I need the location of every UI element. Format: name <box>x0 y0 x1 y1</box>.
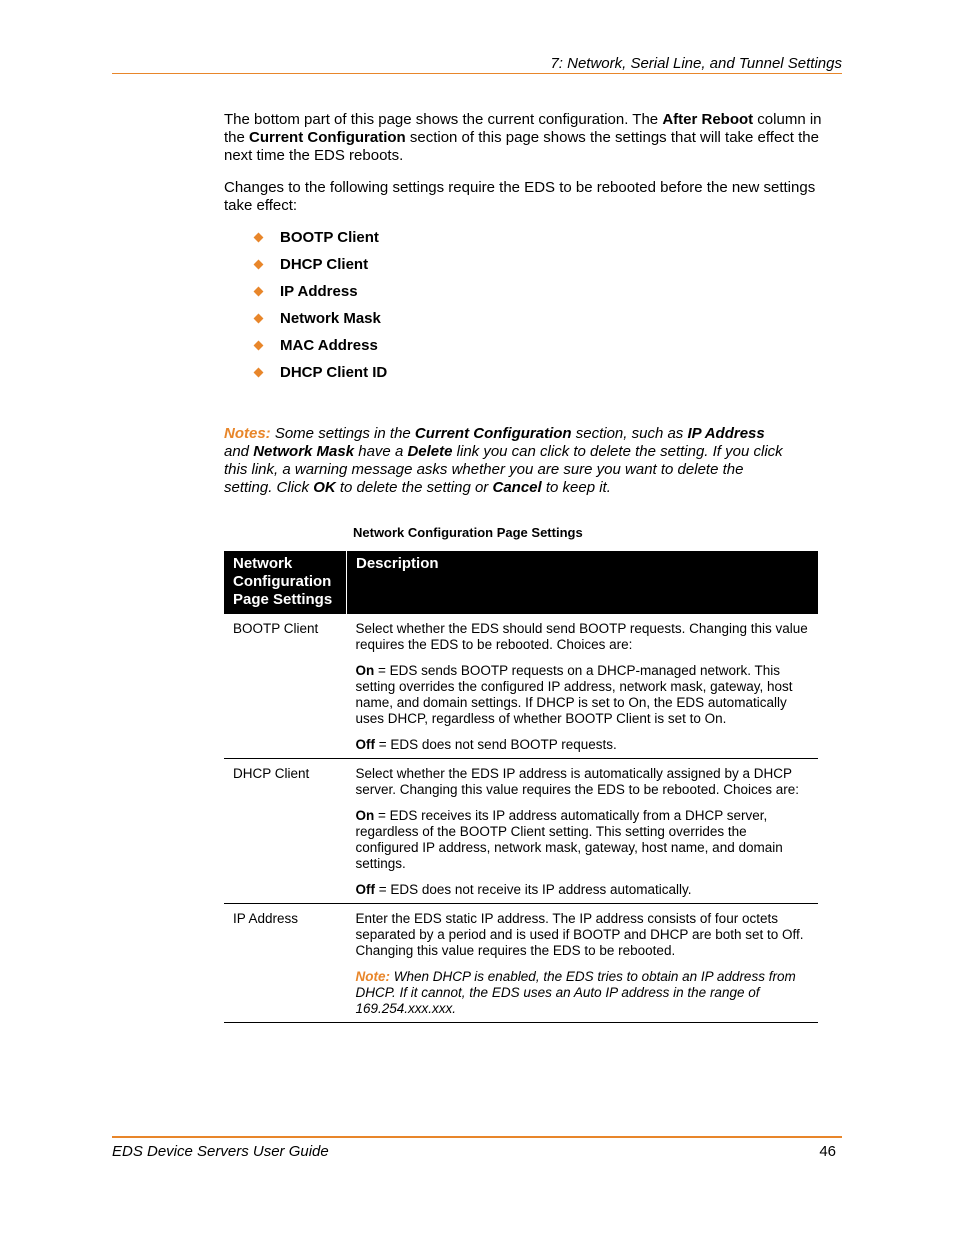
reboot-settings-list <box>224 229 846 391</box>
list-item <box>253 256 846 283</box>
running-header: 7: Network, Serial Line, and Tunnel Settings <box>550 55 842 72</box>
table-row <box>224 759 818 904</box>
choice-label: On <box>355 663 375 678</box>
choice-off <box>356 737 811 753</box>
notes-text: section, such as <box>571 425 688 442</box>
body-content <box>224 111 846 391</box>
notes-text: to keep it. <box>541 479 611 496</box>
note-text: When DHCP is enabled, the EDS tries to obtain an IP address from DHCP. If it cannot, the EDS uses an Auto IP address in the range of 169.254.xxx.xxx. <box>355 969 796 1016</box>
setting-name: DHCP Client <box>224 759 347 904</box>
setting-name: BOOTP Client <box>224 614 347 759</box>
notes-term: OK <box>313 479 336 496</box>
notes-term: Cancel <box>492 479 542 496</box>
notes-term: IP Address <box>687 425 765 442</box>
list-item <box>253 283 846 310</box>
list-item <box>253 310 846 337</box>
page-number: 46 <box>819 1143 836 1160</box>
list-item <box>253 229 846 256</box>
diamond-bullet-icon <box>254 314 264 324</box>
intro-text: The bottom part of this page shows the current configuration. The <box>224 111 663 128</box>
choice-off <box>356 882 811 898</box>
notes-text: have a <box>354 443 408 460</box>
list-item-label: MAC Address <box>280 337 378 354</box>
description-text: Select whether the EDS should send BOOTP requests. Changing this value requires the EDS to be rebooted. Choices are: <box>355 621 808 652</box>
intro-paragraph-2: Changes to the following settings require the EDS to be rebooted before the new settings take effect: <box>224 179 816 214</box>
list-item-label: IP Address <box>280 283 358 300</box>
list-item-label: Network Mask <box>280 310 381 327</box>
notes-text: Some settings in the <box>270 425 415 442</box>
diamond-bullet-icon <box>254 287 264 297</box>
footer-rule <box>112 1136 842 1138</box>
list-item-label: DHCP Client ID <box>280 364 388 381</box>
intro-text: column in the <box>224 111 822 146</box>
setting-description <box>347 904 819 1023</box>
notes-block <box>224 425 784 497</box>
ip-note <box>356 969 811 1017</box>
notes-text: to delete the setting or <box>335 479 493 496</box>
list-item-label: BOOTP Client <box>280 229 379 246</box>
list-item <box>253 337 846 364</box>
diamond-bullet-icon <box>254 341 264 351</box>
table-header-row <box>224 551 818 614</box>
choice-text: = EDS sends BOOTP requests on a DHCP-managed network. This setting overrides the configured IP address, network mask, gateway, host name, and domain settings. If DHCP is set to On, the EDS automatically uses DHCP, regardless of whether BOOTP Client is set to On. <box>355 663 793 726</box>
table-row <box>224 614 818 759</box>
setting-name: IP Address <box>224 904 347 1023</box>
notes-term: Delete <box>407 443 453 460</box>
choice-text: = EDS does not send BOOTP requests. <box>375 737 617 752</box>
choice-text: = EDS receives its IP address automatically from a DHCP server, regardless of the BOOTP Client setting. This setting overrides the configured IP address, network mask, gateway, host name, and domain settings. <box>355 808 783 871</box>
settings-table <box>224 551 818 1023</box>
setting-description <box>347 759 819 904</box>
choice-label: Off <box>355 882 375 897</box>
choice-on <box>356 808 811 872</box>
table-row <box>224 904 818 1023</box>
choice-label: On <box>355 808 375 823</box>
notes-term: Network Mask <box>253 443 355 460</box>
note-label: Note: <box>355 969 390 984</box>
choice-on <box>356 663 811 727</box>
notes-text: and <box>224 443 254 460</box>
diamond-bullet-icon <box>254 233 264 243</box>
intro-text: section of this page shows the settings that will take effect the next time the EDS reboots. <box>224 129 819 164</box>
choice-label: Off <box>355 737 375 752</box>
after-reboot-term: After Reboot <box>662 111 754 128</box>
choice-text: = EDS does not receive its IP address automatically. <box>375 882 692 897</box>
column-header-description: Description <box>347 551 819 614</box>
notes-text: link you can click to delete the setting. If you click this link, a warning message asks whether you are sure you want to delete the setting. Click <box>224 443 783 496</box>
description-text: Select whether the EDS IP address is automatically assigned by a DHCP server. Changing this value requires the EDS to be rebooted. Choices are: <box>355 766 800 797</box>
setting-description <box>347 614 819 759</box>
list-item <box>253 364 846 391</box>
notes-label: Notes: <box>224 425 271 442</box>
list-item-label: DHCP Client <box>280 256 369 273</box>
description-text: Enter the EDS static IP address. The IP address consists of four octets separated by a period and is used if BOOTP and DHCP are both set to Off. Changing this value requires the EDS to be rebooted. <box>355 911 804 958</box>
footer-title: EDS Device Servers User Guide <box>112 1143 329 1160</box>
header-rule <box>112 73 842 74</box>
notes-term: Current Configuration <box>414 425 572 442</box>
column-header-setting: Network Configuration Page Settings <box>224 551 347 614</box>
table-caption: Network Configuration Page Settings <box>353 525 583 540</box>
current-configuration-term: Current Configuration <box>249 129 406 146</box>
diamond-bullet-icon <box>254 260 264 270</box>
intro-paragraph-1 <box>224 111 846 165</box>
diamond-bullet-icon <box>254 368 264 378</box>
